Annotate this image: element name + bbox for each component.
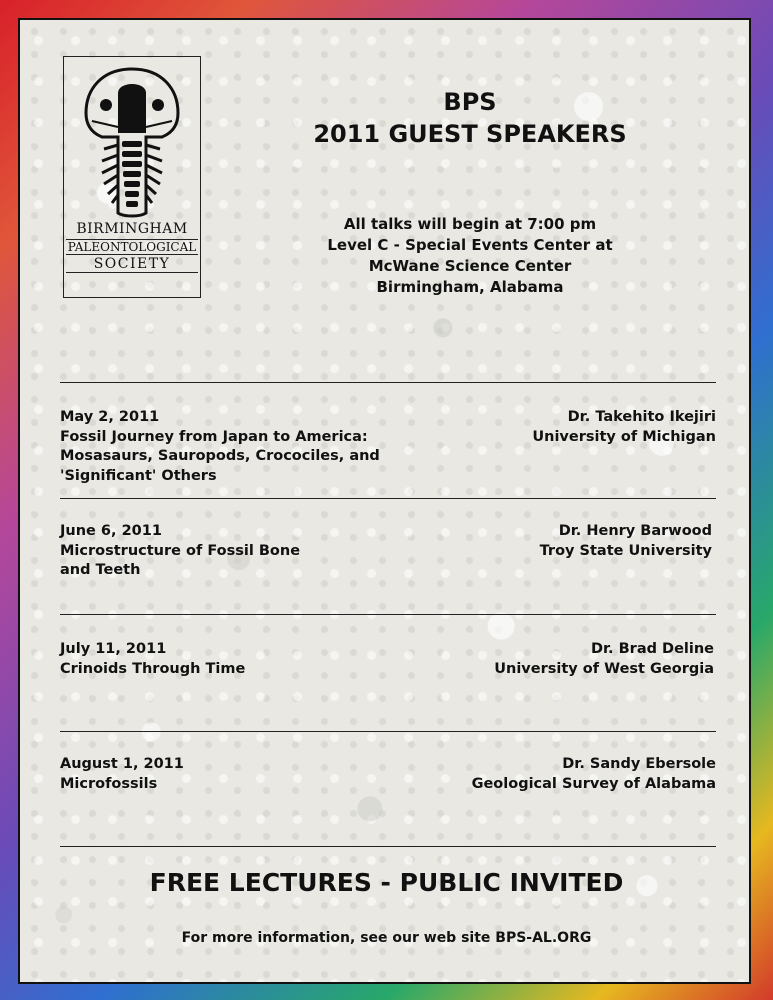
talk-title: Microstructure of Fossil Bone: [60, 542, 301, 559]
free-lectures-headline: FREE LECTURES - PUBLIC INVITED: [149, 868, 624, 897]
talk-speaker: Dr. Sandy Ebersole: [562, 756, 716, 772]
talk-speaker: Dr. Takehito Ikejiri: [567, 409, 716, 425]
talk-title: 'Significant' Others: [60, 467, 217, 484]
more-info-text: For more information, see our web site BPS-AL.ORG: [181, 930, 592, 946]
event-info: [250, 214, 690, 298]
talk-affiliation: University of West Georgia: [494, 660, 714, 677]
talk-title: Crinoids Through Time: [60, 660, 246, 677]
header-title: 2011 GUEST SPEAKERS: [313, 120, 627, 148]
logo-text-birmingham: BIRMINGHAM: [76, 221, 188, 237]
talk-title: Fossil Journey from Japan to America:: [60, 428, 368, 445]
talk-date: July 11, 2011: [60, 641, 167, 657]
header-bps: BPS: [443, 88, 497, 116]
info-venue: Level C - Special Events Center at: [327, 236, 613, 254]
bps-logo: [63, 56, 201, 298]
logo-text-society: SOCIETY: [66, 256, 198, 273]
talk-date: June 6, 2011: [60, 523, 162, 539]
talk-title: Mosasaurs, Sauropods, Crocociles, and: [60, 448, 380, 464]
talk-affiliation: Geological Survey of Alabama: [471, 775, 716, 792]
talk-speaker: Dr. Henry Barwood: [558, 523, 712, 539]
trilobite-icon: [78, 63, 186, 219]
talk-speaker: Dr. Brad Deline: [590, 641, 714, 657]
talk-title: and Teeth: [60, 562, 141, 578]
talk-date: May 2, 2011: [60, 409, 160, 425]
info-city: Birmingham, Alabama: [376, 278, 564, 296]
divider: [60, 731, 716, 732]
divider: [60, 846, 716, 847]
divider: [60, 614, 716, 615]
info-time: All talks will begin at 7:00 pm: [343, 215, 597, 233]
talk-title: Microfossils: [60, 775, 158, 792]
logo-text-paleontological: PALEONTOLOGICAL: [67, 240, 197, 254]
divider: [60, 382, 716, 383]
info-center: McWane Science Center: [368, 257, 572, 275]
divider: [60, 498, 716, 499]
talk-affiliation: Troy State University: [539, 542, 712, 559]
talk-affiliation: University of Michigan: [532, 428, 716, 445]
flyer-page: [18, 18, 751, 984]
talk-date: August 1, 2011: [60, 756, 184, 772]
